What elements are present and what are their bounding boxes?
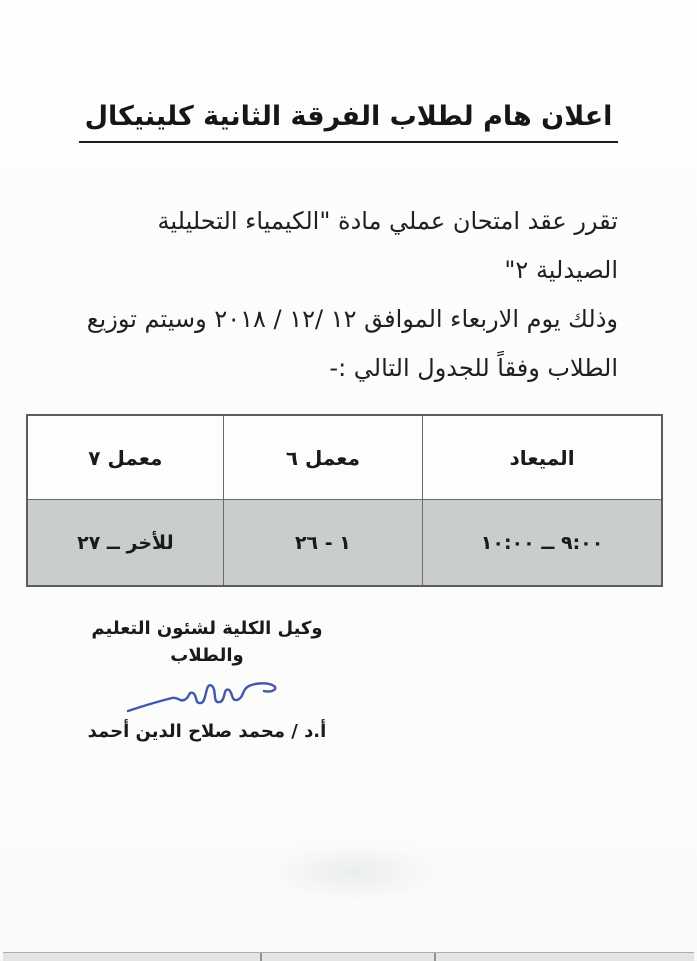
signature-title: وكيل الكلية لشئون التعليم والطلاب [91, 618, 323, 666]
signature-block [80, 615, 334, 745]
cell-lab6-range: ١ - ٢٦ [223, 500, 422, 587]
header-cell-lab7: معمل ٧ [27, 415, 223, 500]
signature-stroke-path [128, 683, 275, 711]
body-line-3: الطلاب وفقاً للجدول التالي :- [329, 354, 618, 382]
signature-name: أ.د / محمد صلاح الدين أحمد [87, 721, 327, 742]
schedule-table [26, 414, 663, 587]
header-cell-lab6: معمل ٦ [223, 415, 422, 500]
title-container [0, 100, 697, 143]
cell-lab7-range: للأخر ــ ٢٧ [27, 500, 223, 587]
handwritten-signature-icon [122, 669, 292, 719]
header-cell-time: الميعاد [423, 415, 662, 500]
cell-time-range: ٩:٠٠ ــ ١٠:٠٠ [423, 500, 662, 587]
body-line-1: تقرر عقد امتحان عملي مادة "الكيمياء التحليلية الصيدلية ٢" [157, 207, 618, 284]
table-header-row [27, 415, 662, 500]
table-data-row [27, 500, 662, 587]
announcement-body [79, 197, 618, 393]
body-line-2: وذلك يوم الاربعاء الموافق ١٢ /١٢ / ٢٠١٨ وسيتم توزيع [86, 305, 618, 333]
page-title: اعلان هام لطلاب الفرقة الثانية كلينيكال [79, 100, 619, 143]
scan-artifact-smudge [268, 843, 440, 901]
